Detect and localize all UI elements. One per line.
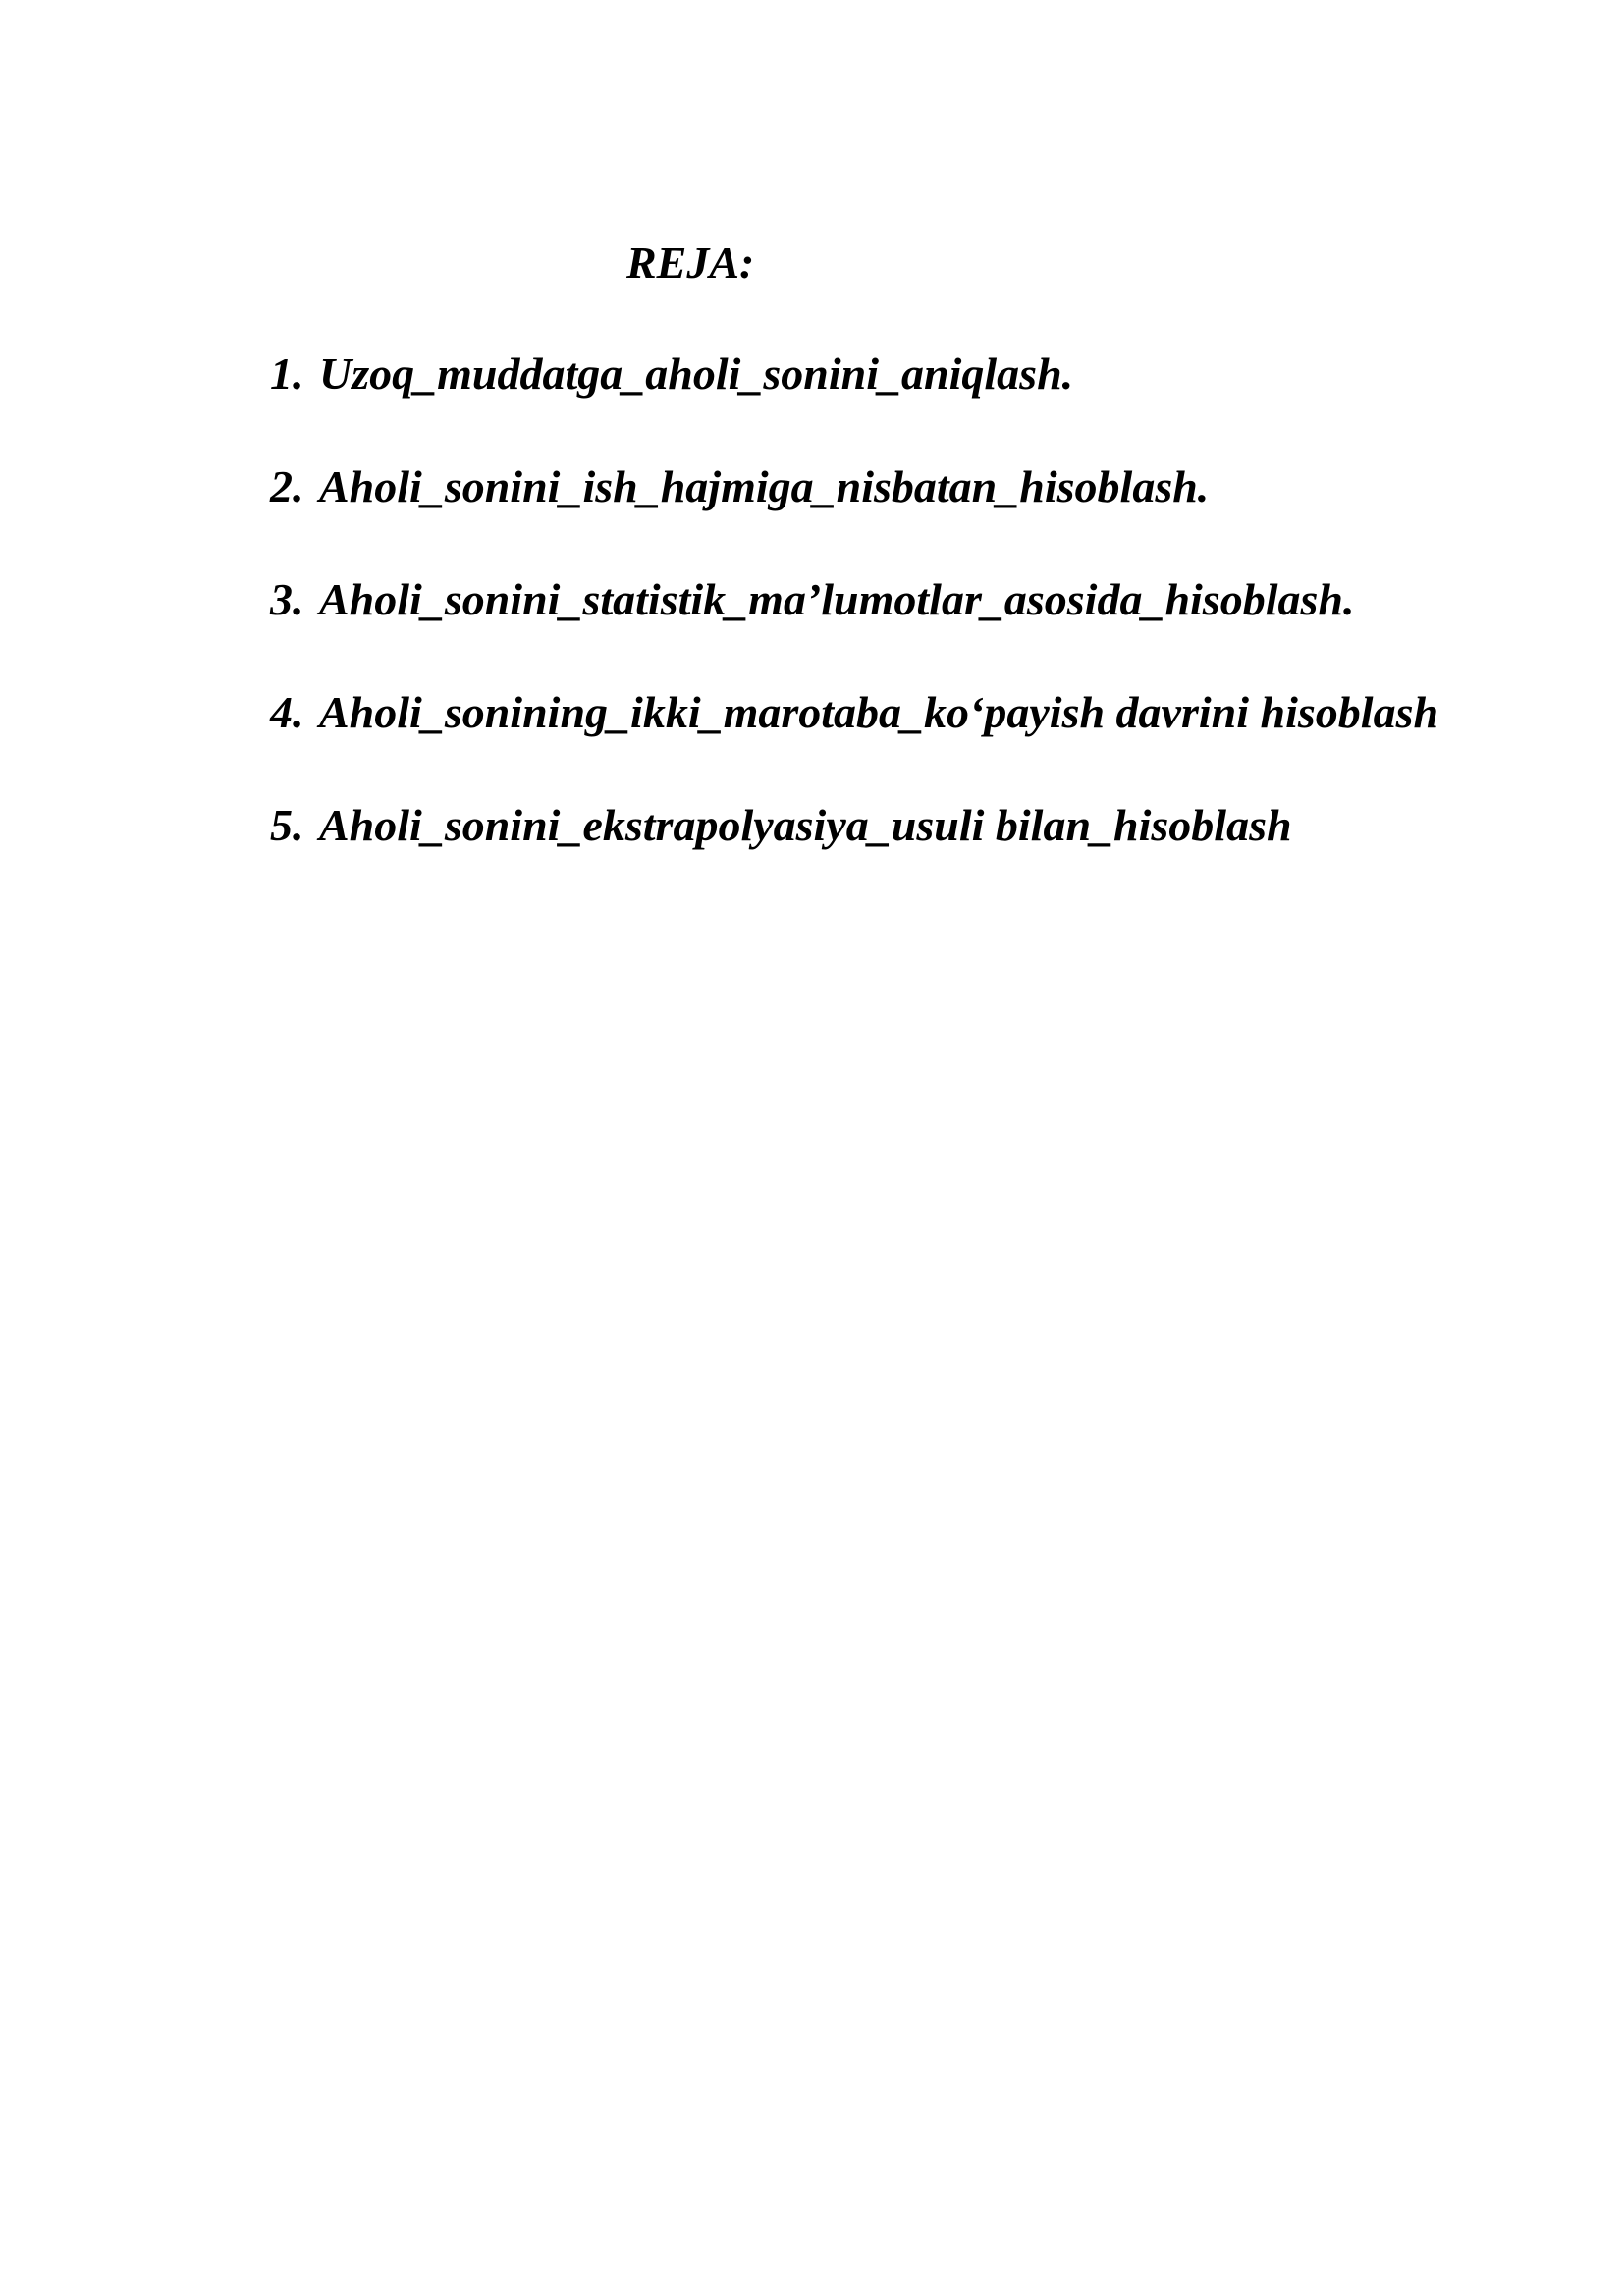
plan-list	[270, 348, 1507, 913]
list-item-number: 2.	[270, 461, 304, 511]
list-item	[270, 574, 1507, 625]
list-item	[270, 348, 1507, 400]
list-item-text: Aholi_sonini_statistik_ma’lumotlar_asosida_hisoblash.	[319, 574, 1355, 624]
list-item	[270, 461, 1507, 512]
list-item-number: 1.	[270, 348, 304, 399]
list-item-number: 3.	[270, 574, 304, 624]
list-item-text: Aholi_sonini_ish_hajmiga_nisbatan_hisoblash.	[319, 461, 1210, 511]
list-item-text: Uzoq_muddatga_aholi_sonini_aniqlash.	[319, 348, 1074, 399]
plan-heading: REJA:	[626, 238, 755, 288]
list-item-text: Aholi_sonining_ikki_marotaba_ko‘payish davrini hisoblash	[319, 687, 1439, 737]
list-item-text: Aholi_sonini_ekstrapolyasiya_usuli bilan_hisoblash	[319, 800, 1292, 850]
list-item-number: 5.	[270, 800, 304, 850]
list-item-number: 4.	[270, 687, 304, 737]
list-item	[270, 800, 1507, 851]
list-item	[270, 687, 1507, 738]
